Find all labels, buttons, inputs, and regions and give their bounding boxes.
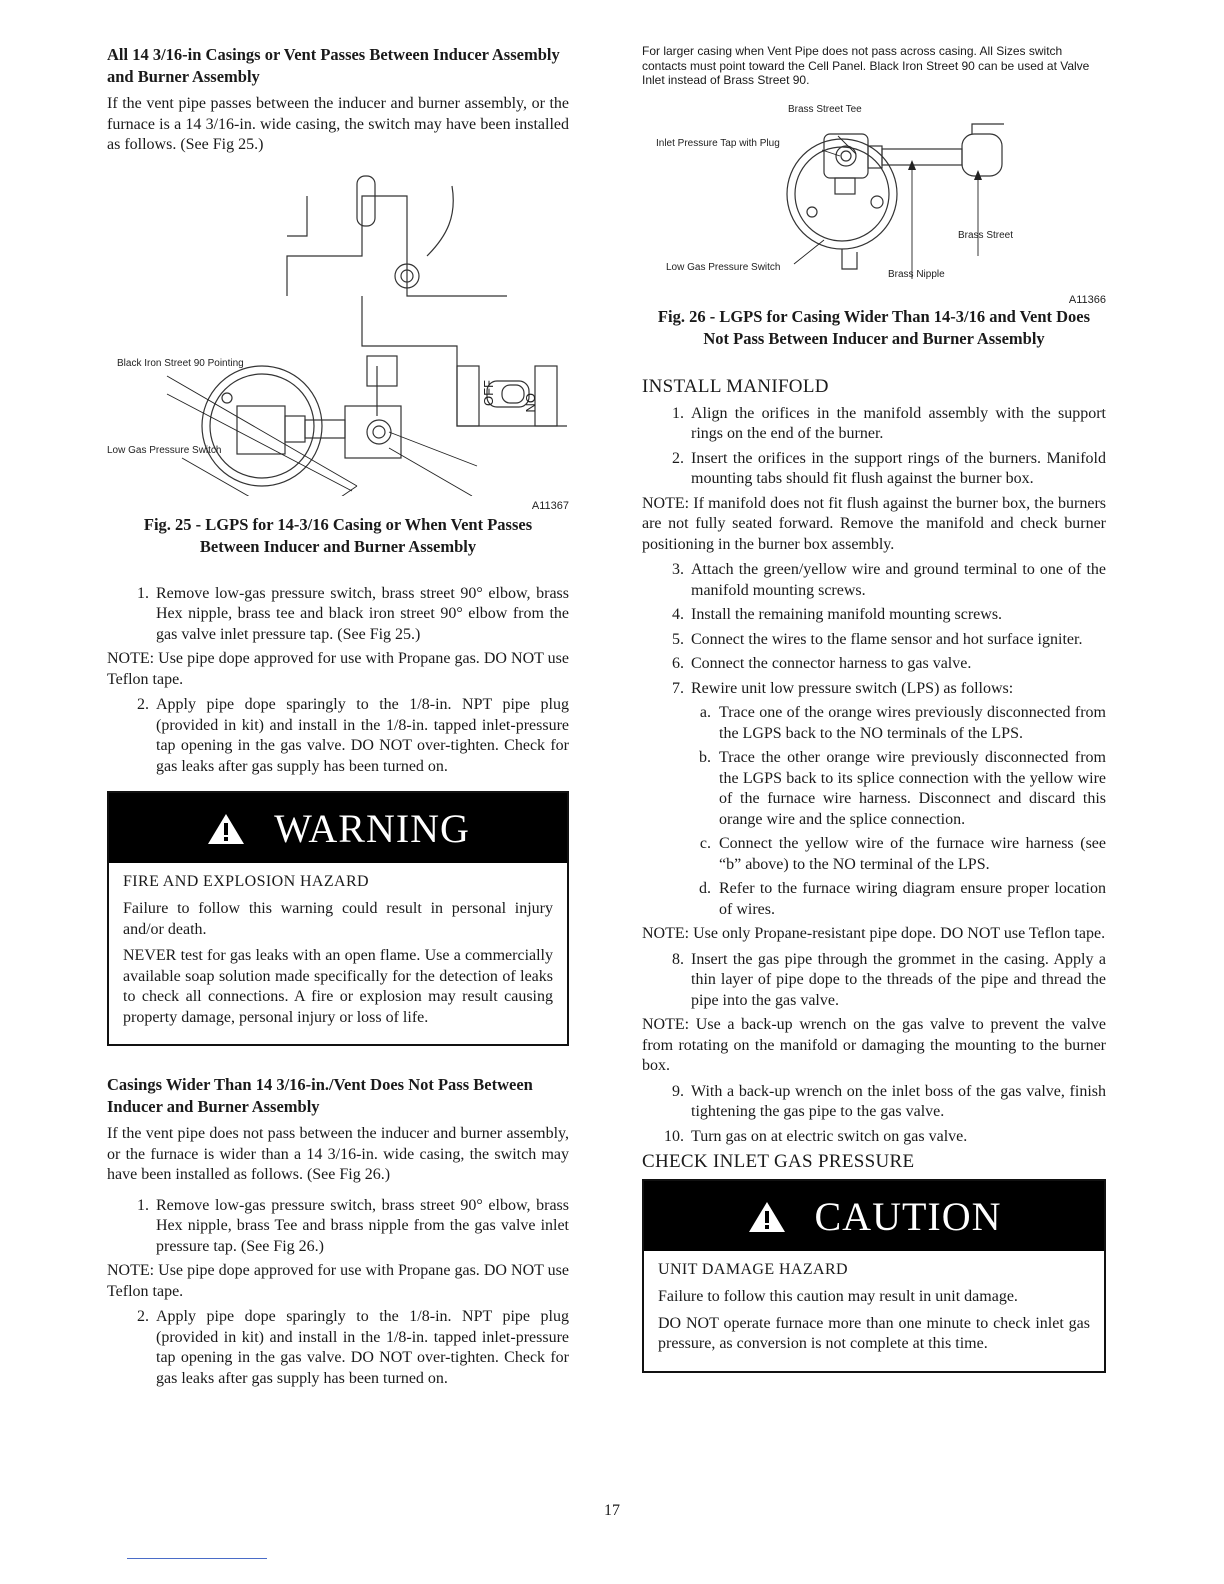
install-steps-4: [642, 1082, 1106, 1148]
warning-text-2: NEVER test for gas leaks with an open flame. Use a commercially available soap solution made specifically for the detection of leaks to check all connections. A fire or explosion may result causing property damage, personal injury or loss of life.: [123, 947, 553, 1026]
page-number: 17: [604, 1502, 620, 1519]
section-heading-wider-casings: Casings Wider Than 14 3/16-in./Vent Does Not Pass Between Inducer and Burner Assembly: [107, 1075, 533, 1116]
figure-25-caption: Fig. 25 - LGPS for 14-3/16 Casing or When Vent Passes Between Inducer and Burner Assembly: [143, 514, 533, 556]
label-low-gas-switch: Low Gas Pressure Switch: [107, 444, 222, 456]
paragraph-intro-fig25: If the vent pipe passes between the inducer and burner assembly, or the furnace is a 14 3/16-in. wide casing, the switch may have been installed as follows. (See Fig 25.): [107, 95, 569, 153]
label-black-iron: Black Iron Street 90 Pointing: [117, 357, 244, 369]
warning-banner: [109, 793, 567, 863]
list-item: 3. Attach the green/yellow wire and ground terminal to one of the manifold mounting screws.: [672, 561, 1106, 599]
list-item: 2. Apply pipe dope sparingly to the 1/8-in. NPT pipe plug (provided in kit) and install in the 1/8-in. tapped inlet-pressure tap opening in the gas valve. DO NOT over-tighten. Check for gas leaks after gas supply has been turned on.: [137, 696, 569, 775]
list-item: b. Trace the other orange wire previously disconnected from the LGPS back to its splice connection with the yellow wire of the furnace wire harness. Disconnect and discard this orange wire and the splice connection.: [699, 749, 1106, 828]
section-heading-14-casings: All 14 3/16-in Casings or Vent Passes Between Inducer Assembly and Burner Assembly: [107, 45, 560, 86]
caution-title: CAUTION: [814, 1194, 1002, 1239]
check-inlet-heading: CHECK INLET GAS PRESSURE: [642, 1151, 915, 1172]
note-propane-dope: NOTE: Use only Propane-resistant pipe dope. DO NOT use Teflon tape.: [642, 925, 1106, 942]
install-manifold-heading: INSTALL MANIFOLD: [642, 375, 829, 397]
figure-25-diagram: [107, 166, 569, 496]
label-brass-nipple: Brass Nipple: [888, 268, 945, 280]
list-item: 8. Insert the gas pipe through the grommet in the casing. Apply a thin layer of pipe dope to the threads of the pipe and thread the pipe into the gas valve.: [672, 950, 1106, 1009]
figure-26-intro: For larger casing when Vent Pipe does not pass across casing. All Sizes switch contacts must point toward the Cell Panel. Black Iron Street 90 can be used at Valve Inlet instead of Brass Street 90.: [642, 44, 1090, 87]
steps-list-4: [107, 1307, 569, 1389]
list-item: 5. Connect the wires to the flame sensor and hot surface igniter.: [672, 630, 1083, 648]
label-off: OFF: [481, 379, 496, 406]
figure-26: [642, 94, 1106, 294]
warning-title: WARNING: [274, 806, 470, 851]
list-item: 7. Rewire unit low pressure switch (LPS) as follows:: [672, 679, 1014, 697]
paragraph-intro-fig26: If the vent pipe does not pass between the inducer and burner assembly, or the furnace is wider than a 14 3/16-in. wide casing, the switch may have been installed as follows. (See Fig 26.): [107, 1125, 569, 1183]
warning-text-1: Failure to follow this warning could result in personal injury and/or death.: [123, 900, 553, 938]
steps-list-3: [107, 1196, 569, 1258]
list-item: 1. Remove low-gas pressure switch, brass street 90° elbow, brass Hex nipple, brass Tee and brass nipple from the gas valve inlet pressure tap. (See Fig 26.): [137, 1196, 569, 1255]
label-on: ON: [523, 392, 538, 412]
caution-box: [642, 1179, 1106, 1373]
caution-body: [644, 1251, 1104, 1371]
left-column: [107, 44, 569, 1393]
note-propane-2: NOTE: Use pipe dope approved for use with Propane gas. DO NOT use Teflon tape.: [107, 1262, 569, 1300]
list-item: 2. Apply pipe dope sparingly to the 1/8-in. NPT pipe plug (provided in kit) and install in the 1/8-in. tapped inlet-pressure tap opening in the gas valve. DO NOT over-tighten. Check for gas leaks after gas supply has been turned on.: [137, 1308, 569, 1387]
list-item: a. Trace one of the orange wires previously disconnected from the LGPS back to the NO terminals of the LPS.: [699, 704, 1106, 742]
label-brass-street-tee-26: Brass Street Tee: [788, 103, 862, 115]
caution-hazard: UNIT DAMAGE HAZARD: [658, 1261, 849, 1278]
list-item: 2. Insert the orifices in the support rings of the burners. Manifold mounting tabs should fit flush against the burner box.: [672, 449, 1106, 487]
list-item: 1. Remove low-gas pressure switch, brass street 90° elbow, brass Hex nipple, brass tee and black iron street 90° elbow from the gas valve inlet pressure tap. (See Fig 25.): [137, 584, 569, 643]
rewire-substeps: [642, 703, 1106, 920]
label-brass-street-26: Brass Street: [958, 229, 1014, 241]
figure-25-number: A11367: [531, 499, 569, 512]
warning-body: [109, 863, 567, 1044]
steps-list-2: [107, 695, 569, 777]
install-steps-2: [642, 560, 1106, 699]
figure-26-diagram: [642, 94, 1106, 294]
note-manifold-flush: NOTE: If manifold does not fit flush against the burner box, the burners are not fully seated forward. Remove the manifold and check burner positioning in the burner box assembly.: [642, 494, 1106, 553]
warning-box: [107, 791, 569, 1046]
warning-hazard: FIRE AND EXPLOSION HAZARD: [123, 873, 370, 890]
note-propane-1: NOTE: Use pipe dope approved for use with Propane gas. DO NOT use Teflon tape.: [107, 650, 569, 688]
list-item: 1. Align the orifices in the manifold assembly with the support rings on the end of the burner.: [672, 404, 1106, 442]
list-item: 6. Connect the connector harness to gas valve.: [672, 655, 972, 672]
label-low-gas-switch-26: Low Gas Pressure Switch: [666, 261, 781, 273]
figure-26-caption: Fig. 26 - LGPS for Casing Wider Than 14-3/16 and Vent Does Not Pass Between Inducer and Burner Assembly: [657, 306, 1091, 348]
figure-26-number: A11366: [1068, 293, 1106, 306]
footer-rule: [127, 1558, 267, 1559]
list-item: 10. Turn gas on at electric switch on gas valve.: [664, 1127, 968, 1145]
caution-text-1: Failure to follow this caution may result in unit damage.: [658, 1288, 1018, 1305]
list-item: c. Connect the yellow wire of the furnace wire harness (see “b” above) to the NO terminal of the LPS.: [699, 835, 1106, 873]
caution-text-2: DO NOT operate furnace more than one minute to check inlet gas pressure, as conversion is not complete at this time.: [658, 1314, 1090, 1352]
list-item: d. Refer to the furnace wiring diagram ensure proper location of wires.: [699, 880, 1106, 918]
steps-list-1: [107, 584, 569, 646]
list-item: 9. With a back-up wrench on the inlet boss of the gas valve, finish tightening the gas pipe to the gas valve.: [672, 1082, 1106, 1120]
warning-triangle-icon: [206, 797, 246, 869]
right-column: [642, 44, 1106, 1373]
label-inlet-tap-plug: Inlet Pressure Tap with Plug: [656, 137, 780, 149]
note-backup-wrench: NOTE: Use a back-up wrench on the gas valve to prevent the valve from rotating on the manifold or damaging the mounting to the burner box.: [642, 1016, 1106, 1074]
install-steps-1: [642, 404, 1106, 490]
caution-triangle-icon: [747, 1185, 787, 1257]
list-item: 4. Install the remaining manifold mounting screws.: [672, 606, 1003, 623]
caution-banner: [644, 1181, 1104, 1251]
install-steps-3: [642, 950, 1106, 1012]
figure-25: [107, 166, 569, 496]
